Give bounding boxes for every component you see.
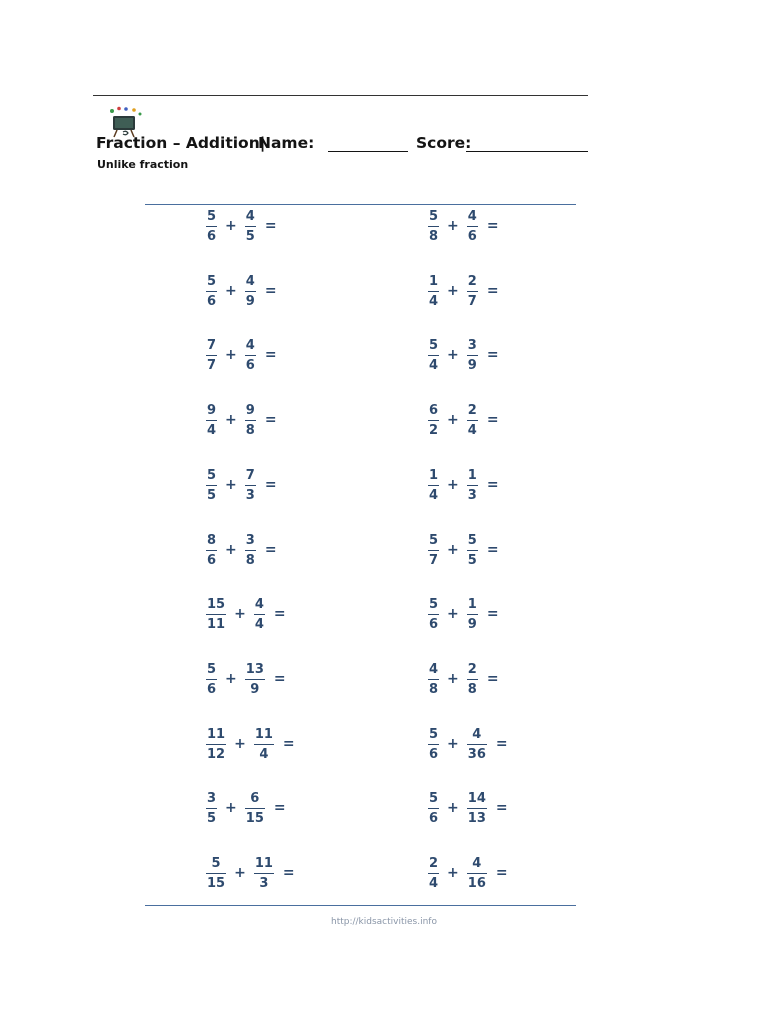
numerator: 13 [245, 661, 264, 677]
numerator: 2 [429, 855, 439, 871]
footer-url: http://kidsactivities.info [330, 917, 437, 927]
problem-right-4 [428, 398, 499, 442]
fraction-first [428, 469, 439, 502]
numerator: 4 [245, 208, 255, 224]
numerator: 4 [245, 273, 255, 289]
denominator: 2 [429, 422, 439, 438]
fraction-first [206, 857, 226, 890]
fraction-first [206, 598, 226, 631]
numerator: 4 [245, 337, 255, 353]
plus-sign: + [447, 412, 459, 428]
problem-left-1 [206, 204, 277, 248]
denominator: 7 [207, 357, 217, 373]
numerator: 5 [429, 790, 439, 806]
fraction-first [428, 728, 439, 761]
equals-sign: = [486, 412, 499, 428]
plus-sign: + [447, 736, 459, 752]
equals-sign: = [495, 736, 508, 752]
problem-left-8 [206, 657, 286, 701]
numerator: 5 [429, 337, 439, 353]
numerator: 8 [207, 532, 217, 548]
denominator: 4 [254, 616, 264, 632]
numerator: 5 [207, 661, 217, 677]
denominator: 6 [429, 616, 439, 632]
denominator: 8 [245, 552, 255, 568]
problem-right-6 [428, 528, 499, 572]
fraction-second [254, 857, 274, 890]
denominator: 6 [207, 681, 217, 697]
denominator: 4 [467, 422, 477, 438]
numerator: 4 [254, 596, 264, 612]
fraction-second [467, 339, 478, 372]
numerator: 2 [467, 402, 477, 418]
denominator: 5 [245, 228, 255, 244]
denominator: 4 [429, 293, 439, 309]
numerator: 5 [207, 273, 217, 289]
denominator: 16 [467, 875, 486, 891]
numerator: 7 [245, 467, 255, 483]
numerator: 5 [467, 532, 477, 548]
numerator: 2 [467, 273, 477, 289]
equals-sign: = [273, 800, 286, 816]
fraction-first [428, 792, 439, 825]
name-label: Name: [258, 134, 315, 152]
equals-sign: = [282, 736, 295, 752]
numerator: 7 [207, 337, 217, 353]
fraction-second [245, 275, 256, 308]
score-label: Score: [416, 134, 472, 152]
equals-sign: = [264, 477, 277, 493]
denominator: 6 [207, 293, 217, 309]
equals-sign: = [486, 347, 499, 363]
denominator: 6 [429, 746, 439, 762]
plus-sign: + [225, 477, 237, 493]
fraction-second [245, 792, 265, 825]
fraction-first [206, 210, 217, 243]
problem-left-7 [206, 592, 286, 636]
equals-sign: = [282, 865, 295, 881]
denominator: 7 [429, 552, 439, 568]
denominator: 5 [207, 810, 217, 826]
denominator: 4 [259, 746, 269, 762]
denominator: 9 [245, 293, 255, 309]
problem-right-9 [428, 722, 508, 766]
fraction-second [467, 792, 487, 825]
numerator: 6 [429, 402, 439, 418]
denominator: 9 [467, 616, 477, 632]
denominator: 7 [467, 293, 477, 309]
fraction-second [467, 469, 478, 502]
equals-sign: = [264, 218, 277, 234]
plus-sign: + [225, 800, 237, 816]
denominator: 15 [245, 810, 264, 826]
plus-sign: + [447, 347, 459, 363]
denominator: 11 [207, 616, 226, 632]
fraction-second [467, 663, 478, 696]
numerator: 5 [429, 596, 439, 612]
plus-sign: + [234, 865, 246, 881]
problem-left-10 [206, 786, 286, 830]
plus-sign: + [225, 412, 237, 428]
fraction-second [467, 275, 478, 308]
lower-divider [145, 905, 576, 906]
denominator: 6 [207, 228, 217, 244]
problem-right-1 [428, 204, 499, 248]
equals-sign: = [486, 283, 499, 299]
plus-sign: + [234, 606, 246, 622]
fraction-first [206, 404, 217, 437]
fraction-first [428, 275, 439, 308]
numerator: 14 [467, 790, 486, 806]
equals-sign: = [486, 671, 499, 687]
numerator: 1 [467, 596, 477, 612]
numerator: 9 [207, 402, 217, 418]
denominator: 4 [429, 357, 439, 373]
fraction-first [428, 339, 439, 372]
fraction-second [467, 728, 487, 761]
numerator: 11 [207, 726, 226, 742]
denominator: 9 [467, 357, 477, 373]
denominator: 4 [429, 875, 439, 891]
fraction-second [245, 663, 265, 696]
numerator: 6 [250, 790, 260, 806]
fraction-first [206, 469, 217, 502]
denominator: 8 [429, 228, 439, 244]
numerator: 1 [429, 467, 439, 483]
fraction-first [206, 792, 217, 825]
plus-sign: + [225, 542, 237, 558]
denominator: 5 [207, 487, 217, 503]
problem-left-9 [206, 722, 295, 766]
problem-right-3 [428, 333, 499, 377]
fraction-second [254, 598, 265, 631]
numerator: 4 [472, 726, 482, 742]
fraction-first [428, 663, 439, 696]
fraction-second [245, 210, 256, 243]
plus-sign: + [447, 542, 459, 558]
equals-sign: = [273, 606, 286, 622]
fraction-first [206, 663, 217, 696]
fraction-first [206, 339, 217, 372]
fraction-second [245, 339, 256, 372]
numerator: 1 [467, 467, 477, 483]
problem-right-7 [428, 592, 499, 636]
plus-sign: + [447, 283, 459, 299]
equals-sign: = [486, 477, 499, 493]
worksheet-subtitle: Unlike fraction [97, 158, 189, 171]
plus-sign: + [225, 218, 237, 234]
plus-sign: + [234, 736, 246, 752]
numerator: 5 [207, 208, 217, 224]
equals-sign: = [273, 671, 286, 687]
fraction-first [428, 534, 439, 567]
problem-left-4 [206, 398, 277, 442]
fraction-second [467, 404, 478, 437]
denominator: 12 [207, 746, 226, 762]
plus-sign: + [447, 865, 459, 881]
fraction-second [467, 598, 478, 631]
plus-sign: + [225, 283, 237, 299]
plus-sign: + [447, 477, 459, 493]
numerator: 4 [467, 208, 477, 224]
numerator: 3 [467, 337, 477, 353]
denominator: 9 [250, 681, 260, 697]
equals-sign: = [486, 606, 499, 622]
numerator: 1 [429, 273, 439, 289]
equals-sign: = [264, 283, 277, 299]
equals-sign: = [486, 218, 499, 234]
denominator: 6 [245, 357, 255, 373]
problem-left-5 [206, 463, 277, 507]
fraction-first [428, 598, 439, 631]
equals-sign: = [495, 865, 508, 881]
numerator: 3 [245, 532, 255, 548]
denominator: 8 [429, 681, 439, 697]
problem-right-8 [428, 657, 499, 701]
denominator: 4 [207, 422, 217, 438]
fraction-second [245, 469, 256, 502]
denominator: 6 [429, 810, 439, 826]
problem-right-2 [428, 269, 499, 313]
numerator: 4 [429, 661, 439, 677]
problem-right-11 [428, 851, 508, 895]
numerator: 9 [245, 402, 255, 418]
numerator: 3 [207, 790, 217, 806]
numerator: 15 [207, 596, 226, 612]
denominator: 15 [207, 875, 226, 891]
problem-left-6 [206, 528, 277, 572]
problem-left-11 [206, 851, 295, 895]
denominator: 3 [467, 487, 477, 503]
plus-sign: + [447, 800, 459, 816]
denominator: 8 [467, 681, 477, 697]
fraction-second [467, 210, 478, 243]
fraction-second [245, 404, 256, 437]
equals-sign: = [264, 347, 277, 363]
equals-sign: = [486, 542, 499, 558]
worksheet-title: Fraction – Addition| [96, 134, 266, 152]
numerator: 2 [467, 661, 477, 677]
fraction-first [206, 728, 226, 761]
numerator: 4 [472, 855, 482, 871]
plus-sign: + [447, 671, 459, 687]
equals-sign: = [264, 412, 277, 428]
problem-left-3 [206, 333, 277, 377]
fraction-first [206, 275, 217, 308]
fraction-first [428, 404, 439, 437]
numerator: 5 [211, 855, 221, 871]
fraction-second [245, 534, 256, 567]
denominator: 8 [245, 422, 255, 438]
problem-right-10 [428, 786, 508, 830]
denominator: 13 [467, 810, 486, 826]
denominator: 6 [207, 552, 217, 568]
equals-sign: = [495, 800, 508, 816]
denominator: 36 [467, 746, 486, 762]
numerator: 5 [207, 467, 217, 483]
numerator: 11 [254, 726, 273, 742]
denominator: 5 [467, 552, 477, 568]
fraction-second [254, 728, 274, 761]
denominator: 6 [467, 228, 477, 244]
fraction-first [428, 857, 439, 890]
problem-right-5 [428, 463, 499, 507]
numerator: 11 [254, 855, 273, 871]
plus-sign: + [447, 218, 459, 234]
fraction-first [428, 210, 439, 243]
fraction-second [467, 534, 478, 567]
denominator: 3 [245, 487, 255, 503]
denominator: 4 [429, 487, 439, 503]
problem-left-2 [206, 269, 277, 313]
equals-sign: = [264, 542, 277, 558]
fraction-first [206, 534, 217, 567]
numerator: 5 [429, 726, 439, 742]
numerator: 5 [429, 532, 439, 548]
numerator: 5 [429, 208, 439, 224]
plus-sign: + [225, 671, 237, 687]
plus-sign: + [225, 347, 237, 363]
denominator: 3 [259, 875, 269, 891]
fraction-second [467, 857, 487, 890]
plus-sign: + [447, 606, 459, 622]
